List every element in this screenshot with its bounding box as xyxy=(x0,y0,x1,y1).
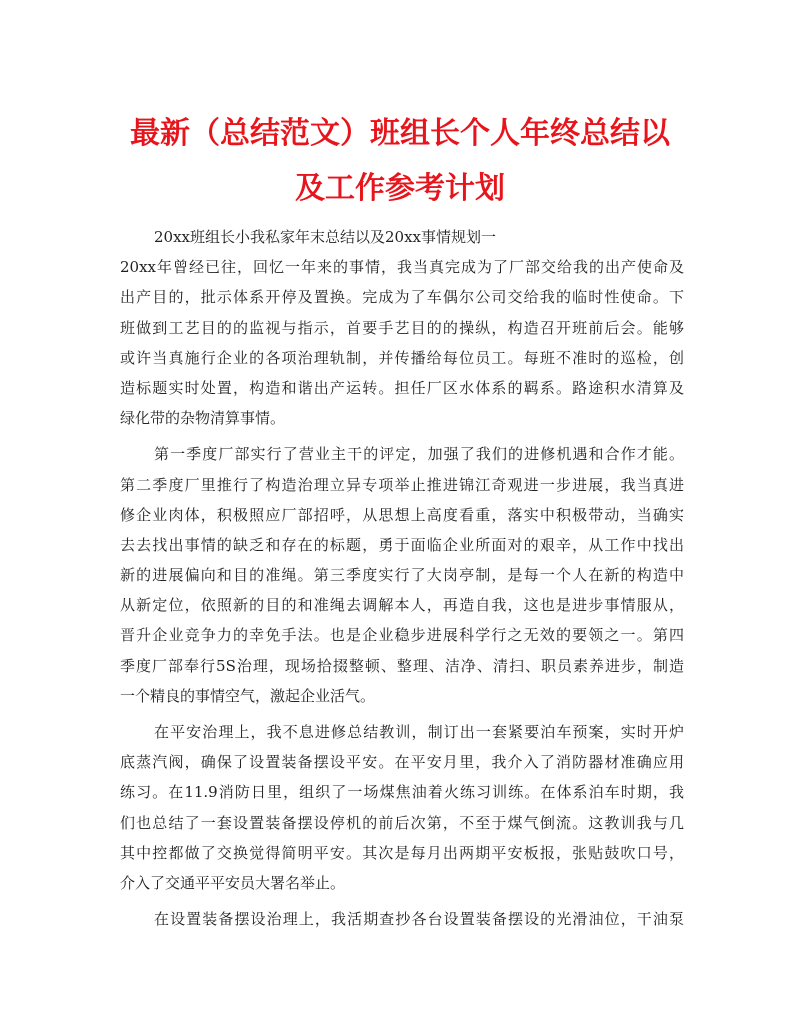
paragraph-line: 第二季度厂里推行了构造治理立异专项举止推进锦江奇观进一步进展，我当真进 xyxy=(120,475,684,494)
paragraph-line: 在平安治理上，我不息进修总结教训，制订出一套紧要泊车预案，实时开炉 xyxy=(154,723,684,741)
paragraph-line: 修企业肉体，积极照应厂部招呼，从思想上高度看重，落实中积极带动，当确实 xyxy=(120,505,684,524)
document-title-line-2: 及工作参考计划 xyxy=(295,171,505,206)
paragraph-line: 季度厂部奉行5S治理，现场拾掇整顿、整理、洁净、清扫、职员素养进步，制造 xyxy=(120,656,684,675)
paragraph-line: 或许当真施行企业的各项治理轨制，并传播给每位员工。每班不准时的巡检，创 xyxy=(120,348,684,367)
paragraph-line: 新的进展偏向和目的准绳。第三季度实行了大岗亭制，是每一个人在新的构造中 xyxy=(120,566,684,585)
paragraph-line: 绿化带的杂物清算事情。 xyxy=(120,409,286,428)
paragraph-line: 底蒸汽阀，确保了设置装备摆设平安。在平安月里，我介入了消防器材准确应用 xyxy=(120,753,684,772)
paragraph-line: 从新定位，依照新的目的和准绳去调解本人，再造自我，这也是进步事情服从， xyxy=(120,596,684,615)
paragraph-line: 其中控都做了交换觉得简明平安。其次是每月出两期平安板报，张贴鼓吹口号， xyxy=(120,843,684,862)
paragraph-line: 晋升企业竞争力的幸免手法。也是企业稳步进展科学行之无效的要领之一。第四 xyxy=(120,626,684,645)
paragraph-line: 一个精良的事情空气，激起企业活气。 xyxy=(120,686,376,705)
paragraph-line: 20xx年曾经已往，回忆一年来的事情，我当真完成为了厂部交给我的出产使命及 xyxy=(120,258,684,277)
paragraph-line: 造标题实时处置，构造和谐出产运转。担任厂区水体系的羁系。路途积水清算及 xyxy=(120,378,684,397)
paragraph-line: 在设置装备摆设治理上，我活期查抄各台设置装备摆设的光滑油位，干油泵 xyxy=(154,910,684,929)
paragraph-line: 练习。在11.9消防日里，组织了一场煤焦油着火练习训练。在体系泊车时期，我 xyxy=(120,783,684,802)
paragraph-line: 第一季度厂部实行了营业主干的评定，加强了我们的进修机遇和合作才能。 xyxy=(154,445,684,464)
paragraph-line: 介入了交通平平安员大署名举止。 xyxy=(120,873,346,892)
paragraph-line: 们也总结了一套设置装备摆设停机的前后次第，不至于煤气倒流。这教训我与几 xyxy=(120,813,684,832)
paragraph-line: 去去找出事情的缺乏和存在的标题，勇于面临企业所面对的艰辛，从工作中找出 xyxy=(120,535,684,554)
document-title-line-1: 最新（总结范文）班组长个人年终总结以 xyxy=(130,116,670,151)
paragraph-line: 出产目的，批示体系开停及置换。完成为了车偶尔公司交给我的临时性使命。下 xyxy=(120,288,684,307)
document-body xyxy=(120,222,684,934)
subtitle-line: 20xx班组长小我私家年末总结以及20xx事情规划一 xyxy=(154,228,497,246)
paragraph-line: 班做到工艺目的的监视与指示，首要手艺目的的操纵，构造召开班前后会。能够 xyxy=(120,318,684,337)
